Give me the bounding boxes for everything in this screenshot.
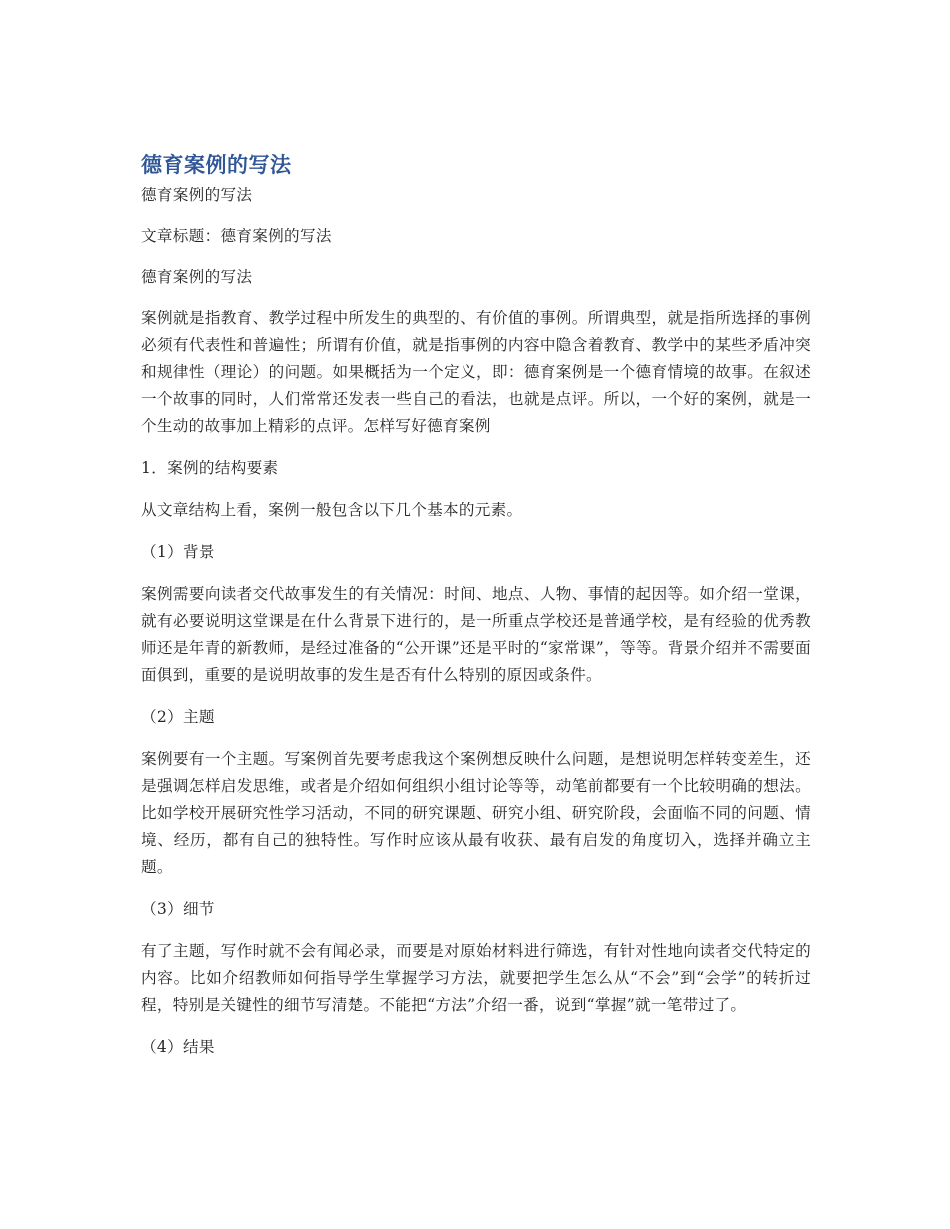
section-heading-structure: 1．案例的结构要素: [141, 459, 279, 477]
document-body: [141, 150, 811, 1076]
subheading-result: （4）结果: [141, 1038, 215, 1056]
paragraph-structure-intro: 从文章结构上看，案例一般包含以下几个基本的元素。: [141, 501, 523, 519]
subheading-background: （1）背景: [141, 543, 215, 561]
paragraph-definition: 案例就是指教育、教学过程中所发生的典型的、有价值的事例。所谓典型，就是指所选择的事例必须有代表性和普遍性；所谓有价值，就是指事例的内容中隐含着教育、教学中的某些矛盾冲突和规律性（理论）的问题。如果概括为一个定义，即：德育案例是一个德育情境的故事。在叙述一个故事的同时，人们常常还发表一些自己的看法，也就是点评。所以，一个好的案例，就是一个生动的故事加上精彩的点评。怎样写好德育案例: [141, 309, 811, 435]
subheading-details: （3）细节: [141, 900, 215, 918]
paragraph-background: 案例需要向读者交代故事发生的有关情况：时间、地点、人物、事情的起因等。如介绍一堂课，就有必要说明这堂课是在什么背景下进行的，是一所重点学校还是普通学校，是有经验的优秀教师还是年青的新教师，是经过准备的“公开课”还是平时的“家常课”，等等。背景介绍并不需要面面俱到，重要的是说明故事的发生是否有什么特别的原因或条件。: [141, 585, 811, 684]
subheading-theme: （2）主题: [141, 708, 215, 726]
document-title: 德育案例的写法: [141, 153, 292, 177]
paragraph-theme: 案例要有一个主题。写案例首先要考虑我这个案例想反映什么问题，是想说明怎样转变差生，还是强调怎样启发思维，或者是介绍如何组织小组讨论等等，动笔前都要有一个比较明确的想法。比如学校开展研究性学习活动，不同的研究课题、研究小组、研究阶段，会面临不同的问题、情境、经历，都有自己的独特性。写作时应该从最有收获、最有启发的角度切入，选择并确立主题。: [141, 750, 811, 876]
paragraph-details: 有了主题，写作时就不会有闻必录，而要是对原始材料进行筛选，有针对性地向读者交代特定的内容。比如介绍教师如何指导学生掌握学习方法，就要把学生怎么从“不会”到“会学”的转折过程，特别是关键性的细节写清楚。不能把“方法”介绍一番，说到“掌握”就一笔带过了。: [141, 942, 811, 1014]
paragraph-repeat-title: 德育案例的写法: [141, 268, 253, 286]
paragraph-article-title: 文章标题：德育案例的写法: [141, 227, 332, 245]
paragraph-subtitle: 德育案例的写法: [141, 186, 253, 204]
